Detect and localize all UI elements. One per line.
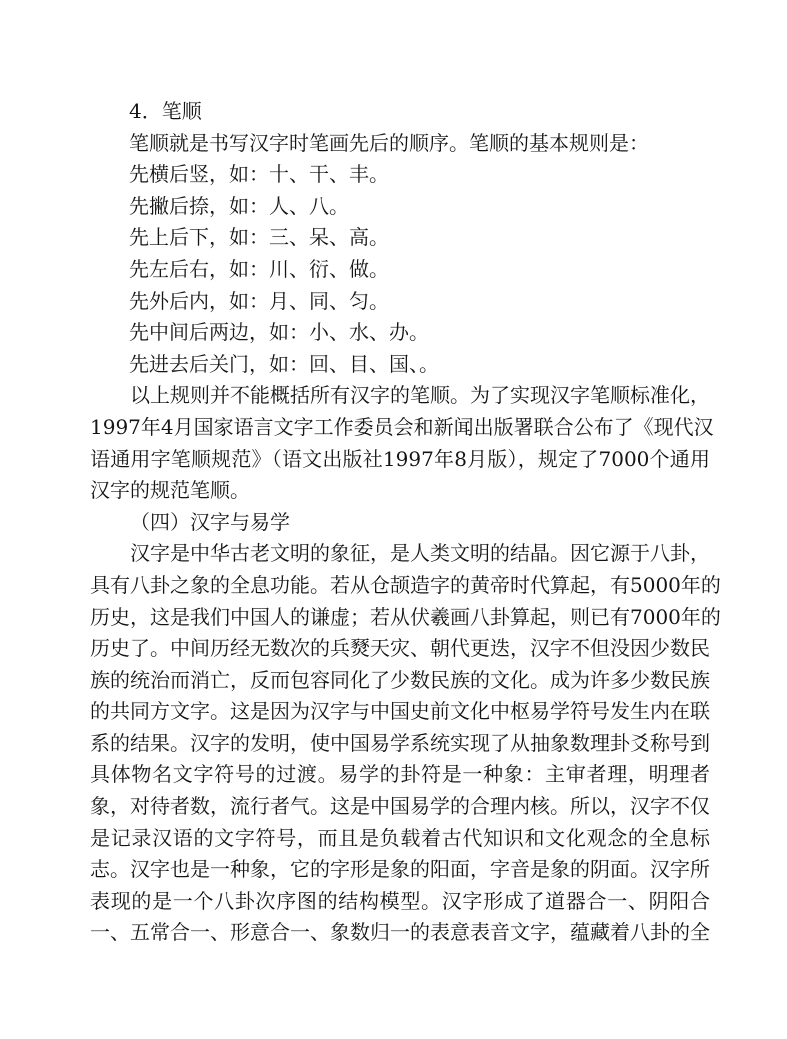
stroke-rule: 先左后右，如：川、衍、做。	[129, 256, 389, 281]
intro-sentence: 笔顺就是书写汉字时笔画先后的顺序。笔顺的基本规则是：	[129, 130, 649, 155]
paragraph-line: 具体物名文字符号的过渡。易学的卦符是一种象：主审者理，明理者	[90, 762, 710, 787]
paragraph-line: 象，对待者数，流行者气。这是中国易学的合理内核。所以，汉字不仅	[90, 794, 710, 819]
stroke-rule: 先进去后关门，如：回、目、国、。	[129, 351, 439, 376]
subsection-heading: （四）汉字与易学	[130, 509, 290, 534]
stroke-rule: 先上后下，如：三、呆、高。	[129, 225, 389, 250]
paragraph-line: 是记录汉语的文字符号，而且是负载着古代知识和文化观念的全息标	[90, 825, 710, 850]
stroke-rule: 先横后竖，如：十、干、丰。	[129, 162, 389, 187]
stroke-rule: 先外后内，如：月、同、匀。	[129, 288, 389, 313]
paragraph-line: 汉字是中华古老文明的象征，是人类文明的结晶。因它源于八卦，	[130, 541, 710, 566]
paragraph-line: 系的结果。汉字的发明，使中国易学系统实现了从抽象数理卦爻称号到	[90, 730, 710, 755]
paragraph-line: 表现的是一个八卦次序图的结构模型。汉字形成了道器合一、阴阳合	[90, 888, 710, 913]
paragraph-line: 以上规则并不能概括所有汉字的笔顺。为了实现汉字笔顺标准化，	[130, 383, 710, 408]
paragraph-line: 1997年4月国家语言文字工作委员会和新闻出版署联合公布了《现代汉	[90, 414, 714, 439]
paragraph-line: 的共同方文字。这是因为汉字与中国史前文化中枢易学符号发生内在联	[90, 699, 710, 724]
paragraph-line: 具有八卦之象的全息功能。若从仓颉造字的黄帝时代算起，有5000年的	[90, 572, 721, 597]
paragraph-line: 历史，这是我们中国人的谦虚；若从伏羲画八卦算起，则已有7000年的	[90, 604, 721, 629]
paragraph-line: 族的统治而消亡，反而包容同化了少数民族的文化。成为许多少数民族	[90, 667, 710, 692]
stroke-rule: 先中间后两边，如：小、水、办。	[129, 320, 429, 345]
paragraph-line: 汉字的规范笔顺。	[90, 478, 250, 503]
paragraph-line: 志。汉字也是一种象，它的字形是象的阳面，字音是象的阴面。汉字所	[90, 857, 710, 882]
section-heading: 4．笔顺	[129, 99, 202, 123]
stroke-rule: 先撇后捺，如：人、八。	[129, 193, 349, 218]
paragraph-line: 语通用字笔顺规范》（语文出版社1997年8月版），规定了7000个通用	[90, 446, 710, 471]
document-body	[90, 96, 721, 949]
paragraph-line: 一、五常合一、形意合一、象数归一的表意表音文字，蕴藏着八卦的全	[90, 920, 710, 945]
paragraph-line: 历史了。中间历经无数次的兵燹天灾、朝代更迭，汉字不但没因少数民	[90, 636, 710, 661]
